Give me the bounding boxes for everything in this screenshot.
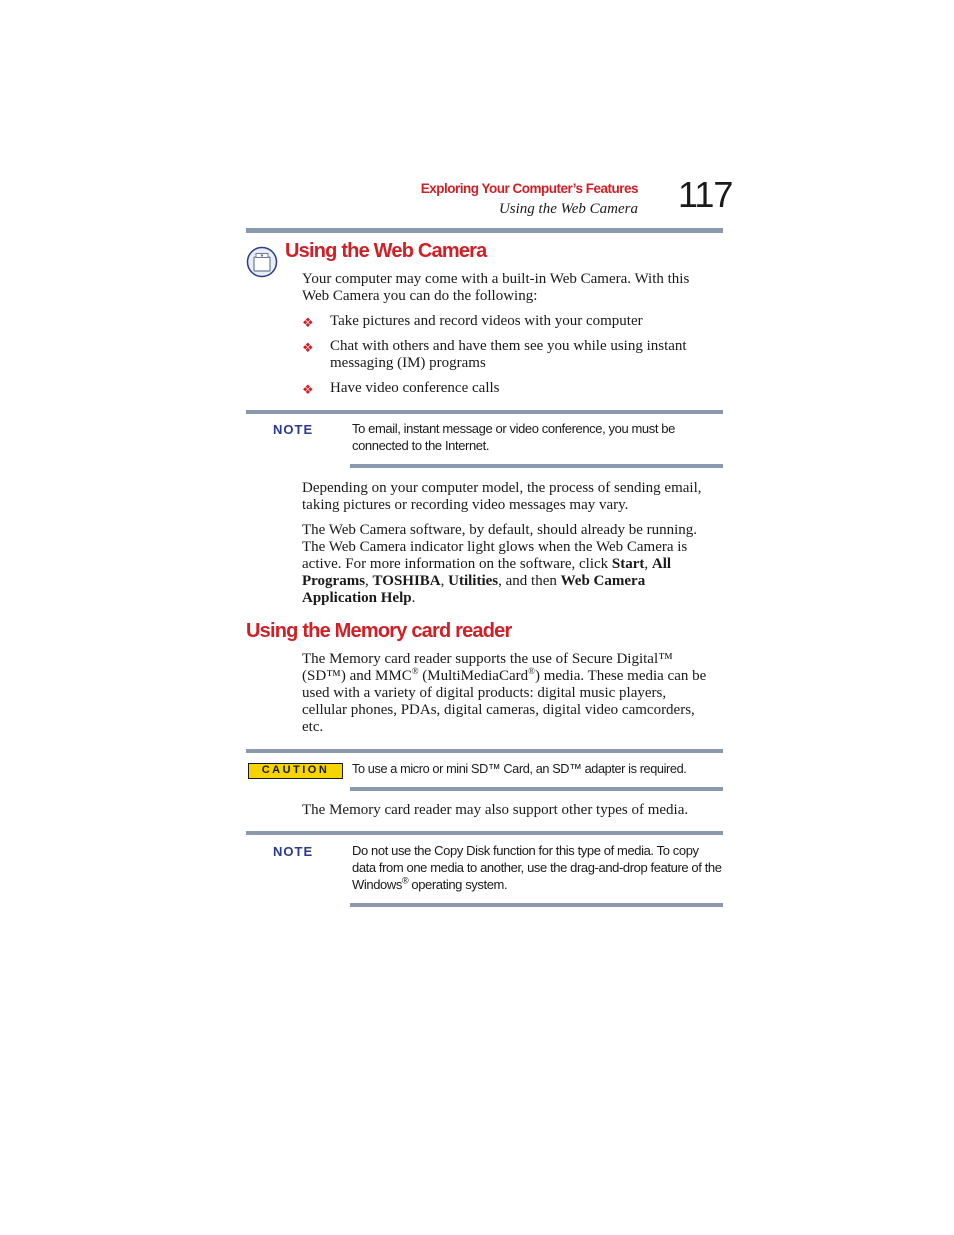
caution-rule-top: [246, 749, 723, 753]
note-rule-top: [246, 831, 723, 835]
section-heading-memory-card: Using the Memory card reader: [246, 620, 512, 642]
section-heading-web-camera: Using the Web Camera: [285, 240, 487, 262]
web-camera-paragraph-2: Depending on your computer model, the process of sending email, taking pictures or recording video messages may vary.: [302, 480, 702, 513]
web-camera-intro: Your computer may come with a built-in Web Camera. With this Web Camera you can do the following:: [302, 271, 690, 304]
header-rule: [246, 228, 723, 233]
note-text: To email, instant message or video conference, you must be connected to the Internet.: [352, 421, 675, 453]
diamond-bullet-icon: ❖: [302, 315, 314, 330]
memory-card-paragraph-2: The Memory card reader may also support other types of media.: [302, 802, 689, 818]
note-text: Do not use the Copy Disk function for this type of media. To copy data from one media to another, use the drag-and-drop feature of the Windows® operating system.: [352, 843, 722, 892]
web-camera-paragraph-3: The Web Camera software, by default, should already be running. The Web Camera indicator light glows when the Web Camera is active. For more information on the software, click Start, All Programs, TOSHIBA, Utilities, and then Web Camera Application Help.: [302, 522, 698, 606]
note-label: NOTE: [273, 844, 314, 859]
running-header-section: Using the Web Camera: [498, 201, 638, 217]
list-item: ❖ Chat with others and have them see you while using instant messaging (IM) programs: [302, 338, 687, 371]
note-rule-bottom: [350, 903, 723, 907]
list-item: ❖ Take pictures and record videos with your computer: [302, 313, 643, 330]
note-rule-bottom: [350, 464, 723, 468]
diamond-bullet-icon: ❖: [302, 340, 314, 355]
memory-card-paragraph-1: The Memory card reader supports the use of Secure Digital™ (SD™) and MMC® (MultiMediaCard®) media. These media can be used with a variety of digital products: digital music players, cellular phones, PDAs, digital cameras, digital video camcorders, etc.: [302, 651, 707, 735]
caution-rule-bottom: [350, 787, 723, 791]
web-camera-bullet-list: [302, 313, 732, 400]
running-header-chapter: Exploring Your Computer’s Features: [420, 181, 638, 196]
note-rule-top: [246, 410, 723, 414]
list-item: ❖ Have video conference calls: [302, 380, 500, 397]
caution-text: To use a micro or mini SD™ Card, an SD™ adapter is required.: [352, 761, 687, 776]
page-number: 117: [678, 174, 733, 215]
web-camera-icon: [246, 246, 278, 278]
diamond-bullet-icon: ❖: [302, 382, 314, 397]
caution-badge: CAUTION: [248, 763, 343, 779]
note-label: NOTE: [273, 422, 314, 437]
